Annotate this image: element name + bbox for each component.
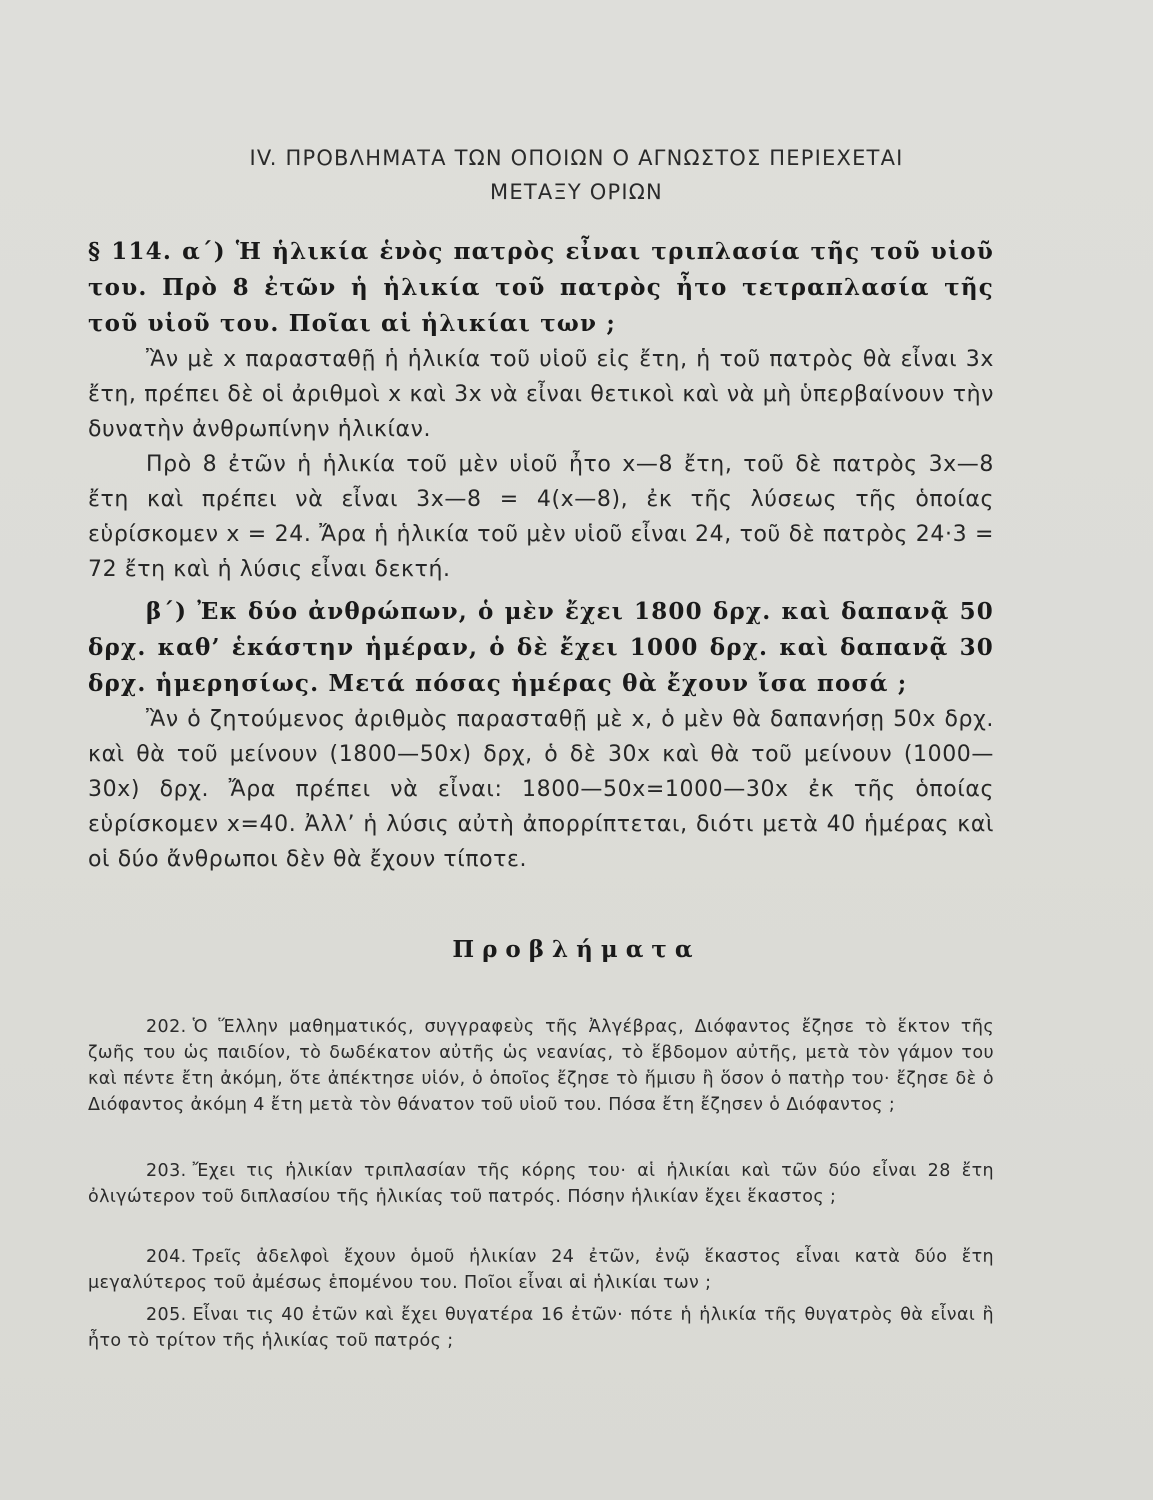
exercise-205 — [88, 1302, 994, 1354]
problem-b-statement: β΄) Ἐκ δύο ἀνθρώπων, ὁ μὲν ἔχει 1800 δρχ. καὶ δαπανᾷ 50 δρχ. καθ’ ἑκάστην ἡμέραν, ὁ δὲ ἔχει 1000 δρχ. καὶ δαπανᾷ 30 δρχ. ἡμερησίως. Μετά πόσας ἡμέρας θὰ ἔχουν ἴσα ποσά ; — [88, 598, 994, 697]
exercise-text: Τρεῖς ἀδελφοὶ ἔχουν ὁμοῦ ἡλικίαν 24 ἐτῶν, ἐνῷ ἕκαστος εἶναι κατὰ δύο ἔτη μεγαλύτερος τοῦ ἀμέσως ἑπομένου του. Ποῖοι εἶναι αἱ ἡλικίαι των ; — [88, 1247, 994, 1293]
section-heading-line-1: IV. ΠΡΟΒΛΗΜΑΤΑ ΤΩΝ ΟΠΟΙΩΝ Ο ΑΓΝΩΣΤΟΣ ΠΕΡΙΕΧΕΤΑΙ — [249, 146, 904, 170]
problem-114a-solution-2: Πρὸ 8 ἐτῶν ἡ ἡλικία τοῦ μὲν υἱοῦ ἦτο x—8 ἔτη, τοῦ δὲ πατρὸς 3x—8 ἔτη καὶ πρέπει νὰ εἶναι 3x—8 = 4(x—8), ἐκ τῆς λύσεως τῆς ὁποίας εὑρίσκομεν x = 24. Ἄρα ἡ ἡλικία τοῦ μὲν υἱοῦ εἶναι 24, τοῦ δὲ πατρὸς 24·3 = 72 ἔτη καὶ ἡ λύσις εἶναι δεκτή. — [88, 452, 994, 582]
exercise-number: 204. — [146, 1247, 187, 1267]
exercise-203 — [88, 1158, 994, 1210]
problem-114a-statement: § 114. α΄) Ἡ ἡλικία ἑνὸς πατρὸς εἶναι τριπλασία τῆς τοῦ υἱοῦ του. Πρὸ 8 ἐτῶν ἡ ἡλικία τοῦ πατρὸς ἦτο τετραπλασία τῆς τοῦ υἱοῦ του. Ποῖαι αἱ ἡλικίαι των ; — [88, 238, 994, 337]
exercise-number: 205. — [146, 1305, 187, 1325]
exercise-text: Εἶναι τις 40 ἐτῶν καὶ ἔχει θυγατέρα 16 ἐτῶν· πότε ἡ ἡλικία τῆς θυγατρὸς θὰ εἶναι ἢ ἦτο τὸ τρίτον τῆς ἡλικίας τοῦ πατρός ; — [88, 1305, 994, 1351]
exercise-202 — [88, 1014, 994, 1118]
problem-b-solution: Ἂν ὁ ζητούμενος ἀριθμὸς παρασταθῇ μὲ x, ὁ μὲν θὰ δαπανήσῃ 50x δρχ. καὶ θὰ τοῦ μείνουν (1800—50x) δρχ, ὁ δὲ 30x καὶ θὰ τοῦ μείνουν (1000—30x) δρχ. Ἄρα πρέπει νὰ εἶναι: 1800—50x=1000—30x ἐκ τῆς ὁποίας εὑρίσκομεν x=40. Ἀλλ’ ἡ λύσις αὐτὴ ἀπορρίπτεται, διότι μετὰ 40 ἡμέρας καὶ οἱ δύο ἄνθρωποι δὲν θὰ ἔχουν τίποτε. — [88, 707, 994, 872]
exercise-number: 203. — [146, 1161, 187, 1181]
exercise-number: 202. — [146, 1017, 187, 1037]
exercise-text: Ἔχει τις ἡλικίαν τριπλασίαν τῆς κόρης του· αἱ ἡλικίαι καὶ τῶν δύο εἶναι 28 ἔτη ὀλιγώτερον τοῦ διπλασίου τῆς ἡλικίας τοῦ πατρός. Πόσην ἡλικίαν ἔχει ἕκαστος ; — [88, 1161, 994, 1207]
section-heading-line-2: ΜΕΤΑΞΥ ΟΡΙΩΝ — [490, 180, 663, 204]
exercise-text: Ὁ Ἕλλην μαθηματικός, συγγραφεὺς τῆς Ἀλγέβρας, Διόφαντος ἔζησε τὸ ἕκτον τῆς ζωῆς του ὡς παιδίον, τὸ δωδέκατον αὐτῆς ὡς νεανίας, τὸ ἕβδομον αὐτῆς, μετὰ τὸν γάμον του καὶ πέντε ἔτη ἀκόμη, ὅτε ἀπέκτησε υἱόν, ὁ ὁποῖος ἔζησε τὸ ἥμισυ ἢ ὅσον ὁ πατὴρ του· ἔζησε δὲ ὁ Διόφαντος ἀκόμη 4 ἔτη μετὰ τὸν θάνατον τοῦ υἱοῦ του. Πόσα ἔτη ἔζησεν ὁ Διόφαντος ; — [88, 1017, 994, 1115]
problems-title: Προβλήματα — [452, 936, 701, 963]
problem-114a-solution-1: Ἂν μὲ x παρασταθῇ ἡ ἡλικία τοῦ υἱοῦ εἰς ἔτη, ἡ τοῦ πατρὸς θὰ εἶναι 3x ἔτη, πρέπει δὲ οἱ ἀριθμοὶ x καὶ 3x νὰ εἶναι θετικοὶ καὶ νὰ μὴ ὑπερβαίνουν τὴν δυνατὴν ἀνθρωπίνην ἡλικίαν. — [88, 347, 994, 442]
exercise-204 — [88, 1244, 994, 1296]
